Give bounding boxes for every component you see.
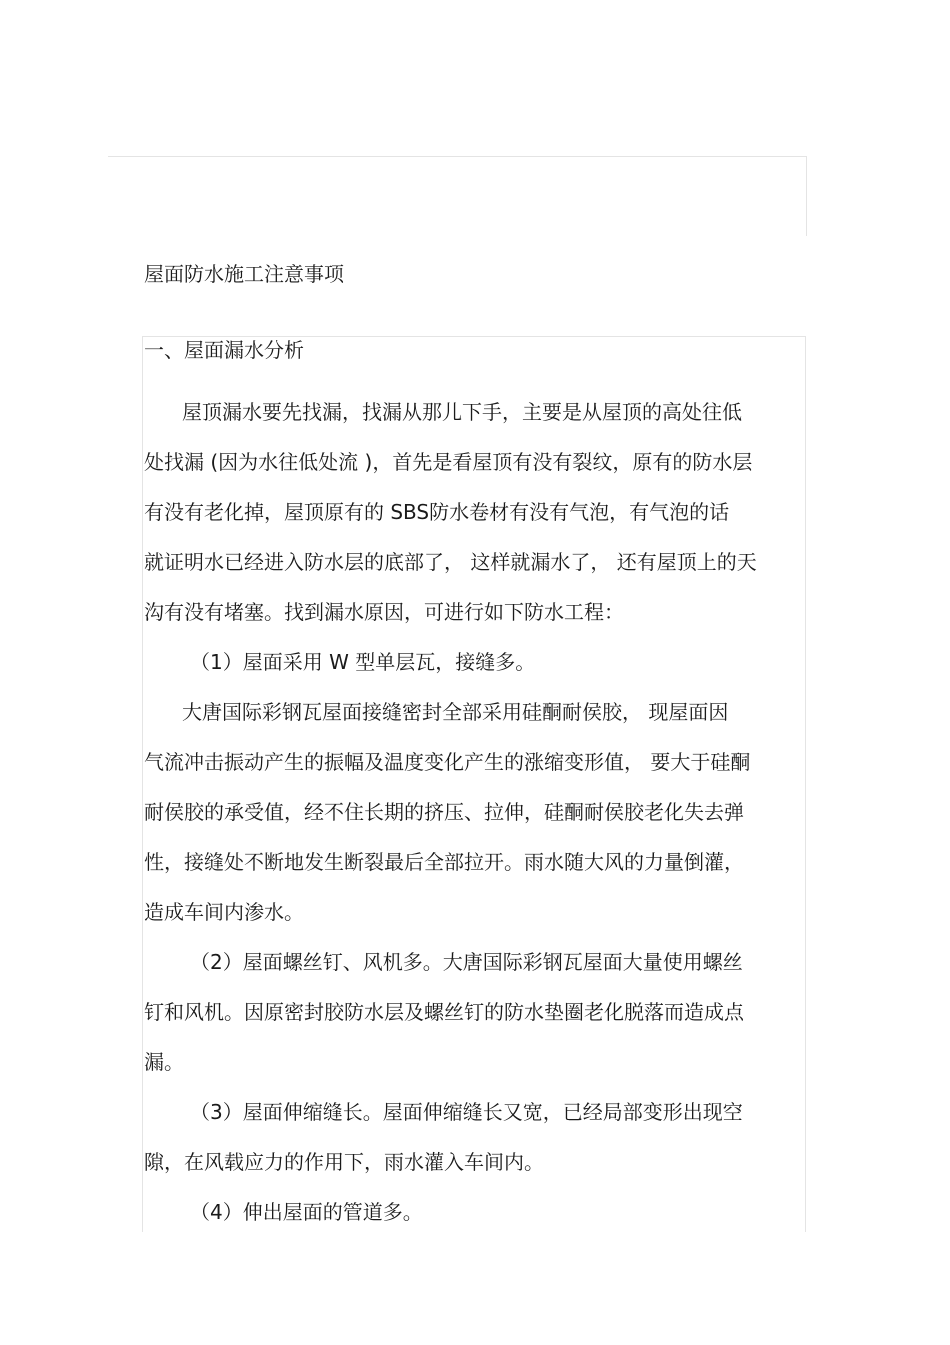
document-title: 屋面防水施工注意事项 — [144, 262, 344, 286]
list-item-4: （4）伸出屋面的管道多。 — [190, 1200, 423, 1224]
list-item-1: （1）屋面采用 W 型单层瓦，接缝多。 — [190, 650, 536, 674]
body-line: 造成车间内渗水。 — [144, 900, 304, 924]
body-line: 气流冲击振动产生的振幅及温度变化产生的涨缩变形值， 要大于硅酮 — [144, 750, 751, 774]
body-line: 性，接缝处不断地发生断裂最后全部拉开。雨水随大风的力量倒灌， — [144, 850, 744, 874]
top-divider-right — [806, 156, 807, 236]
body-line: 耐侯胶的承受值，经不住长期的挤压、拉伸，硅酮耐侯胶老化失去弹 — [144, 800, 744, 824]
section-heading: 一、屋面漏水分析 — [144, 338, 304, 362]
body-line: 沟有没有堵塞。找到漏水原因，可进行如下防水工程： — [144, 600, 624, 624]
body-line: 屋顶漏水要先找漏，找漏从那儿下手，主要是从屋顶的高处往低 — [182, 400, 742, 424]
body-line: 隙，在风载应力的作用下，雨水灌入车间内。 — [144, 1150, 544, 1174]
body-line: 处找漏 (因为水往低处流 )，首先是看屋顶有没有裂纹，原有的防水层 — [144, 450, 753, 474]
list-item-3: （3）屋面伸缩缝长。屋面伸缩缝长又宽，已经局部变形出现空 — [190, 1100, 743, 1124]
body-line: 就证明水已经进入防水层的底部了， 这样就漏水了， 还有屋顶上的天 — [144, 550, 757, 574]
list-item-2: （2）屋面螺丝钉、风机多。大唐国际彩钢瓦屋面大量使用螺丝 — [190, 950, 743, 974]
top-divider — [108, 156, 807, 157]
body-line: 漏。 — [144, 1050, 184, 1074]
body-line: 有没有老化掉，屋顶原有的 SBS防水卷材有没有气泡，有气泡的话 — [144, 500, 730, 524]
body-line: 大唐国际彩钢瓦屋面接缝密封全部采用硅酮耐侯胶， 现屋面因 — [182, 700, 729, 724]
body-line: 钉和风机。因原密封胶防水层及螺丝钉的防水垫圈老化脱落而造成点 — [144, 1000, 744, 1024]
